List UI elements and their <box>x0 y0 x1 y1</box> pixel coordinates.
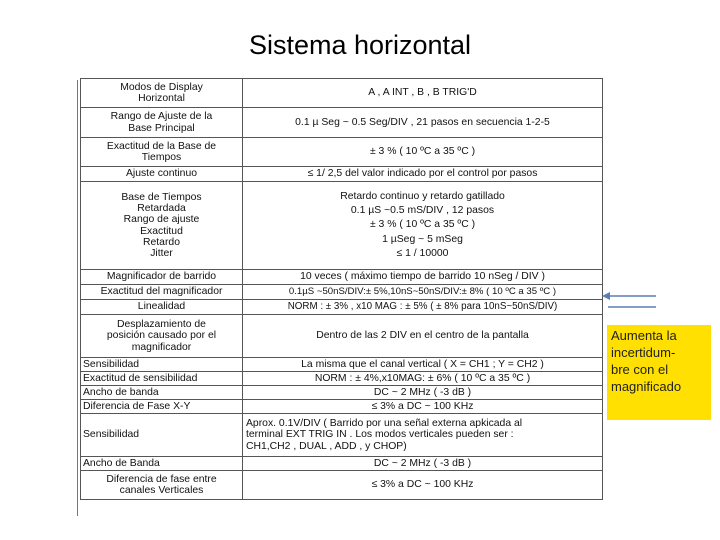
row-value: DC ~ 2 MHz ( -3 dB ) <box>243 457 603 471</box>
table-row <box>81 400 603 414</box>
table-row <box>81 471 603 500</box>
table-row <box>81 167 603 182</box>
row-value: ≤ 3% a DC ~ 100 KHz <box>243 471 603 500</box>
row-label: Exactitud del magnificador <box>81 285 243 300</box>
table-row <box>81 315 603 358</box>
row-value: 0.1µS ~50nS/DIV:± 5%,10nS~50nS/DIV:± 8% ( 10 ºC a 35 ºC ) <box>243 285 603 300</box>
row-value: Dentro de las 2 DIV en el centro de la pantalla <box>243 315 603 358</box>
row-value: Aprox. 0.1V/DIV ( Barrido por una señal externa apkicada al terminal EXT TRIG IN . Los modos verticales pueden ser : CH1,CH2 , DUAL , ADD , y CHOP) <box>243 414 603 457</box>
row-label: Sensibilidad <box>81 414 243 457</box>
table-row <box>81 386 603 400</box>
row-label: Linealidad <box>81 300 243 315</box>
row-label: Desplazamiento de posición causado por el magnificador <box>81 315 243 358</box>
left-margin-rule <box>77 80 78 516</box>
table-row <box>81 358 603 372</box>
row-value: DC ~ 2 MHz ( -3 dB ) <box>243 386 603 400</box>
row-label: Ancho de banda <box>81 386 243 400</box>
table-row <box>81 285 603 300</box>
row-value: A , A INT , B , B TRIG'D <box>243 79 603 108</box>
table-row <box>81 414 603 457</box>
row-label: Diferencia de fase entre canales Verticales <box>81 471 243 500</box>
row-value: 0.1 µ Seg ~ 0.5 Seg/DIV , 21 pasos en secuencia 1-2-5 <box>243 108 603 138</box>
row-label: Sensibilidad <box>81 358 243 372</box>
row-value: ± 3 % ( 10 ºC a 35 ºC ) <box>243 138 603 167</box>
table-row <box>81 457 603 471</box>
row-value: NORM : ± 4%,x10MAG: ± 6% ( 10 ºC a 35 ºC ) <box>243 372 603 386</box>
table-row <box>81 270 603 285</box>
row-label: Ajuste continuo <box>81 167 243 182</box>
row-label: Diferencia de Fase X-Y <box>81 400 243 414</box>
row-value: ≤ 1/ 2,5 del valor indicado por el control por pasos <box>243 167 603 182</box>
row-label: Exactitud de la Base de Tiempos <box>81 138 243 167</box>
row-value: La misma que el canal vertical ( X = CH1 ; Y = CH2 ) <box>243 358 603 372</box>
row-value: 10 veces ( máximo tiempo de barrido 10 nSeg / DIV ) <box>243 270 603 285</box>
row-label: Exactitud de sensibilidad <box>81 372 243 386</box>
row-value: ≤ 3% a DC ~ 100 KHz <box>243 400 603 414</box>
row-label: Modos de Display Horizontal <box>81 79 243 108</box>
slide-title: Sistema horizontal <box>248 30 472 60</box>
row-label: Ancho de Banda <box>81 457 243 471</box>
row-label: Magnificador de barrido <box>81 270 243 285</box>
table-row <box>81 79 603 108</box>
table-row <box>81 138 603 167</box>
table-row <box>81 300 603 315</box>
table-row <box>81 108 603 138</box>
note-callout: Aumenta la incertidum- bre con el magnificado <box>607 325 711 420</box>
arrow-icon <box>600 286 660 310</box>
table-row <box>81 182 603 270</box>
row-label: Base de Tiempos Retardada Rango de ajuste Exactitud Retardo Jitter <box>81 182 243 270</box>
table-row <box>81 372 603 386</box>
row-value: Retardo continuo y retardo gatillado 0.1 µS ~0.5 mS/DIV , 12 pasos ± 3 % ( 10 ºC a 35 ºC ) 1 µSeg ~ 5 mSeg ≤ 1 / 10000 <box>243 182 603 270</box>
row-label: Rango de Ajuste de la Base Principal <box>81 108 243 138</box>
specifications-table <box>80 78 603 500</box>
row-value: NORM : ± 3% , x10 MAG : ± 5% ( ± 8% para 10nS~50nS/DIV) <box>243 300 603 315</box>
